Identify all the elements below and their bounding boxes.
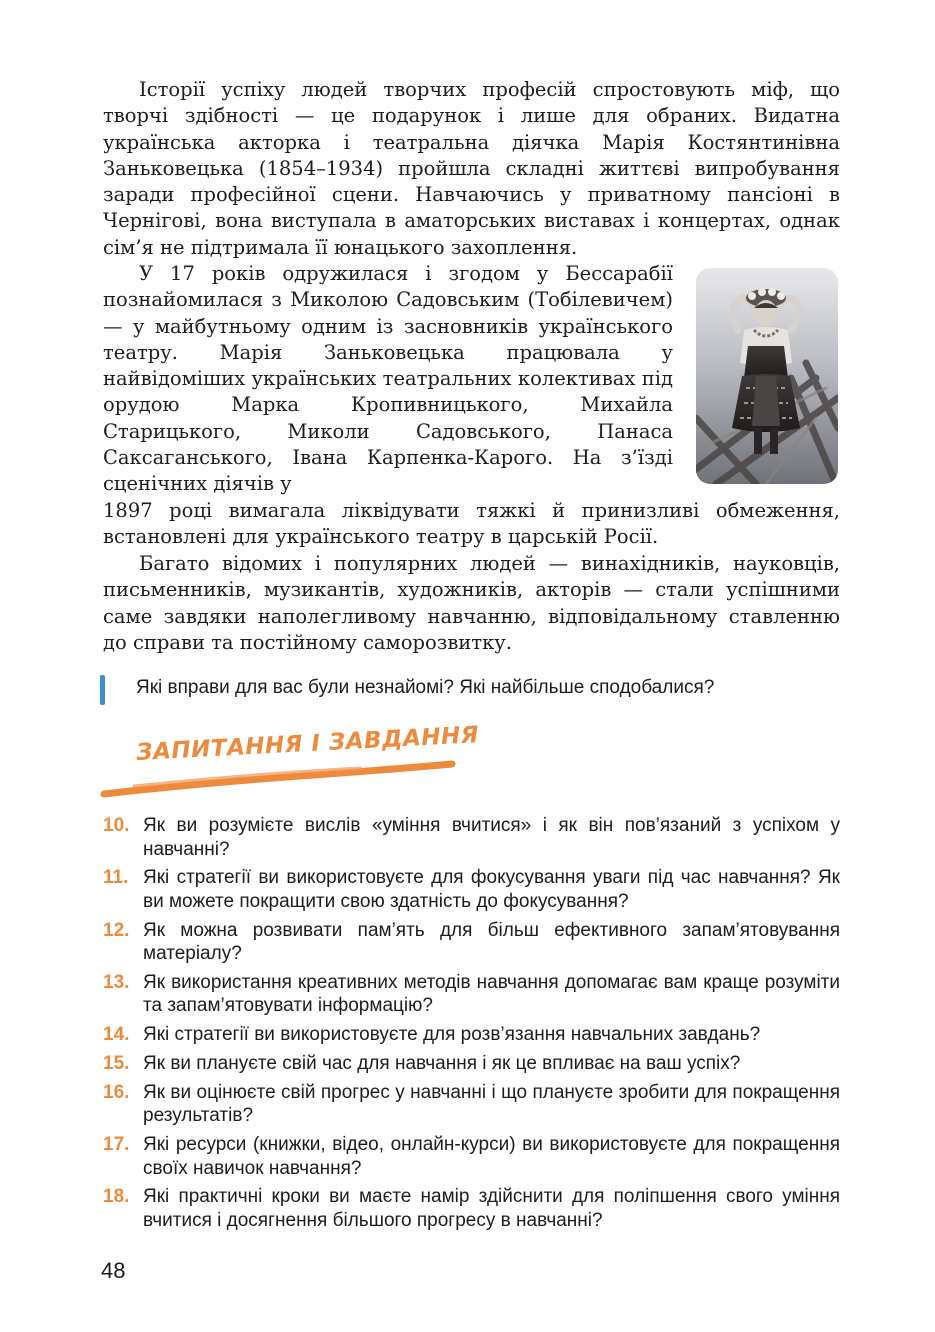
question-text: Які стратегії ви використовуєте для розв’язання навчальних завдань? [143, 1024, 761, 1046]
question-number: 17. [103, 1134, 130, 1156]
question-text: Як ви розумієте вислів «уміння вчитися» і як він пов’язаний з успіхом у навчанні? [143, 815, 840, 860]
paragraph-conclusion [103, 551, 840, 656]
question-number: 10. [103, 815, 130, 836]
question-number: 16. [103, 1081, 130, 1103]
section-heading-title: ЗАПИТАННЯ І ЗАВДАННЯ [135, 722, 480, 766]
question-text: Як ви оцінюєте свій прогрес у навчанні і що плануєте зробити для покращення результатів? [143, 1081, 840, 1127]
question-number: 18. [103, 1186, 130, 1208]
question-item [103, 1185, 840, 1232]
section-heading [100, 722, 480, 806]
reflection-question: Які вправи для вас були незнайомі? Які найбільше сподобалися? [136, 677, 715, 698]
paragraph-text: Історії успіху людей творчих професій спростовують міф, що творчі здібності — це подарунок і лише для обраних. Видатна українська акторка і театральна діячка Марія Костянтинівна Заньковецька (1854–1934) пройшла складні життєві випробування заради професійної сцени. Навчаючись у приватному пансіоні в Чернігові, вона виступала в аматорських виставах і концертах, однак сім’я не підтримала її юнацького захоплення. [103, 78, 840, 259]
question-item [103, 1023, 840, 1047]
question-text: Як можна розвивати пам’ять для більш ефективного запам’ятовування матеріалу? [143, 919, 840, 965]
paragraph-text: Багато відомих і популярних людей — винахідників, науковців, письменників, музикантів, художників, акторів — стали успішними саме завдяки наполегливому навчанню, відповідальному ставленню до справи та постійному саморозвитку. [103, 552, 840, 654]
page-number: 48 [101, 1258, 126, 1283]
question-item [103, 1052, 840, 1076]
question-number: 12. [103, 919, 130, 941]
question-text: Як ви плануєте свій час для навчання і як це впливає на ваш успіх? [143, 1052, 741, 1074]
question-text: Які ресурси (книжки, відео, онлайн-курси) ви використовуєте для покращення своїх навичок навчання? [143, 1134, 840, 1179]
question-item [103, 866, 840, 913]
question-item [103, 1133, 840, 1180]
question-text: Які стратегії ви використовуєте для фокусування уваги під час навчання? Як ви можете покращити свою здатність до фокусування? [143, 867, 840, 912]
question-number: 11. [103, 867, 129, 889]
paragraph-text: 1897 році вимагала ліквідувати тяжкі й принизливі обмеження, встановлені для українського театру в царській Росії. [103, 498, 840, 548]
question-item [103, 971, 840, 1018]
question-number: 13. [103, 971, 130, 993]
question-number: 14. [103, 1024, 130, 1046]
portrait-photo [696, 268, 838, 484]
question-item [103, 919, 840, 966]
question-text: Як використання креативних методів навчання допомагає вам краще розуміти та запам’ятовувати інформацію? [143, 971, 840, 1017]
note-marker-bar [100, 675, 105, 705]
portrait-image [696, 268, 838, 484]
paragraph-intro [103, 77, 840, 261]
questions-list [103, 814, 840, 1238]
question-number: 15. [103, 1052, 130, 1074]
paragraph-text: У 17 років одружилася і згодом у Бессарабії познайомилася з Миколою Садовським (Тобілевичем) — у майбутньому одним із засновників українського театру. Марія Заньковецька працювала у найвідоміших українських театральних колективах під орудою Марка Кропивницького, Михайла Старицького, Миколи Садовського, Панаса Саксаганського, Івана Карпенка-Карого. На з’їзді сценічних діячів у [103, 262, 673, 496]
question-item [103, 1081, 840, 1128]
question-item [103, 814, 840, 861]
question-text: Які практичні кроки ви маєте намір здійснити для поліпшення свого уміння вчитися і досягнення більшого прогресу в навчанні? [143, 1186, 840, 1231]
